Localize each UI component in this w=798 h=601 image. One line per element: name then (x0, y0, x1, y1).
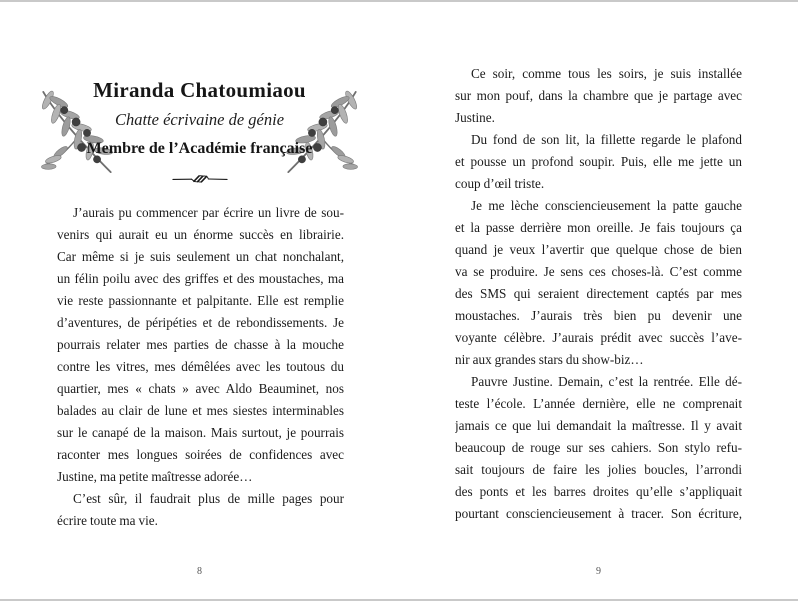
text-line: pourtant consciencieusement à tracer. Son écriture, (455, 506, 742, 521)
text-line: jamais ce que lui demandait la maîtresse. Il y avait (455, 418, 742, 433)
author-name: Miranda Chatoumiaou (93, 78, 306, 102)
text-line: Pauvre Justine. Demain, c’est la rentrée. Elle dé- (471, 374, 742, 389)
twisted-rope-divider-icon (172, 171, 228, 187)
text-line: des ponts et les barres droites qu’elle s’appliquait (455, 484, 742, 499)
text-line: contre les vitres, mes démêlées avec les toutous du (57, 359, 344, 374)
text-line: Car même si je suis seulement un chat nonchalant, (57, 249, 344, 264)
text-line: va se produire. Je sens ces choses-là. C’est comme (455, 264, 742, 279)
text-line: moustaches. J’aurais très bien pu devenir une (455, 308, 742, 323)
page-right (399, 0, 798, 601)
paragraph (57, 488, 344, 532)
text-line: Justine, ma petite maîtresse adorée… (57, 469, 253, 484)
paragraph (455, 129, 742, 195)
author-role: Chatte écrivaine de génie (114, 110, 285, 129)
text-line: Je me lèche consciencieusement la patte gauche (471, 198, 742, 213)
text-line: vie reste passionnante et palpitante. Elle est remplie (57, 293, 344, 308)
text-line: Du fond de son lit, la fillette regarde le plafond (471, 132, 742, 147)
text-line: d’aventures, de péripéties et de rebondissements. Je (57, 315, 344, 330)
paragraph (57, 202, 344, 488)
text-line: un félin poilu avec des griffes et des moustaches, ma (57, 271, 344, 286)
page-number-right: 9 (596, 566, 601, 577)
text-line: teste l’école. L’année dernière, elle ne comprenait (455, 396, 742, 411)
author-title: Membre de l’Académie française (86, 140, 313, 157)
paragraph (455, 371, 742, 525)
text-line: nir aux grandes stars du show-biz… (455, 352, 644, 367)
text-line: beaucoup de rouge sur ses cahiers. Son stylo refu- (455, 440, 742, 455)
text-line: quand je veux l’avertir que quelque chose de bien (455, 242, 742, 257)
text-line: pourrais relater mes parties de chasse à la mouche (57, 337, 344, 352)
page-number-left: 8 (197, 566, 202, 577)
text-line: sur le canapé de la maison. Mais surtout, je pourrais (57, 425, 344, 440)
text-line: Ce soir, comme tous les soirs, je suis installée (471, 66, 742, 81)
text-line: raconter mes longues soirées de confidences avec (57, 447, 344, 462)
text-line: venirs qui aurait eu un énorme succès en librairie. (57, 227, 344, 242)
text-line: des SMS qui seraient directement captés par mes (455, 286, 742, 301)
text-line: J’aurais pu commencer par écrire un livre de sou- (73, 205, 344, 220)
paragraph (455, 63, 742, 129)
page-right-text (455, 63, 742, 525)
page-left-text (57, 202, 344, 532)
text-line: C’est sûr, il faudrait plus de mille pages pour (73, 491, 344, 506)
text-line: balades au clair de lune et mes siestes interminables (57, 403, 344, 418)
text-line: voyante célèbre. J’aurais prédit avec succès l’ave- (455, 330, 742, 345)
text-line: sur mon pouf, dans la chambre que je partage avec (455, 88, 742, 103)
text-line: et la passe derrière mon oreille. Je fais toujours ça (455, 220, 742, 235)
text-line: sait toujours de faire les jolies boucles, l’arrondi (455, 462, 742, 477)
paragraph (455, 195, 742, 371)
text-line: Justine. (455, 110, 495, 125)
text-line: et pousse un profond soupir. Puis, elle me jette un (455, 154, 742, 169)
text-line: quartier, mes « chats » avec Aldo Beauminet, nos (57, 381, 344, 396)
text-line: coup d’œil triste. (455, 176, 545, 191)
text-line: écrire toute ma vie. (57, 513, 158, 528)
